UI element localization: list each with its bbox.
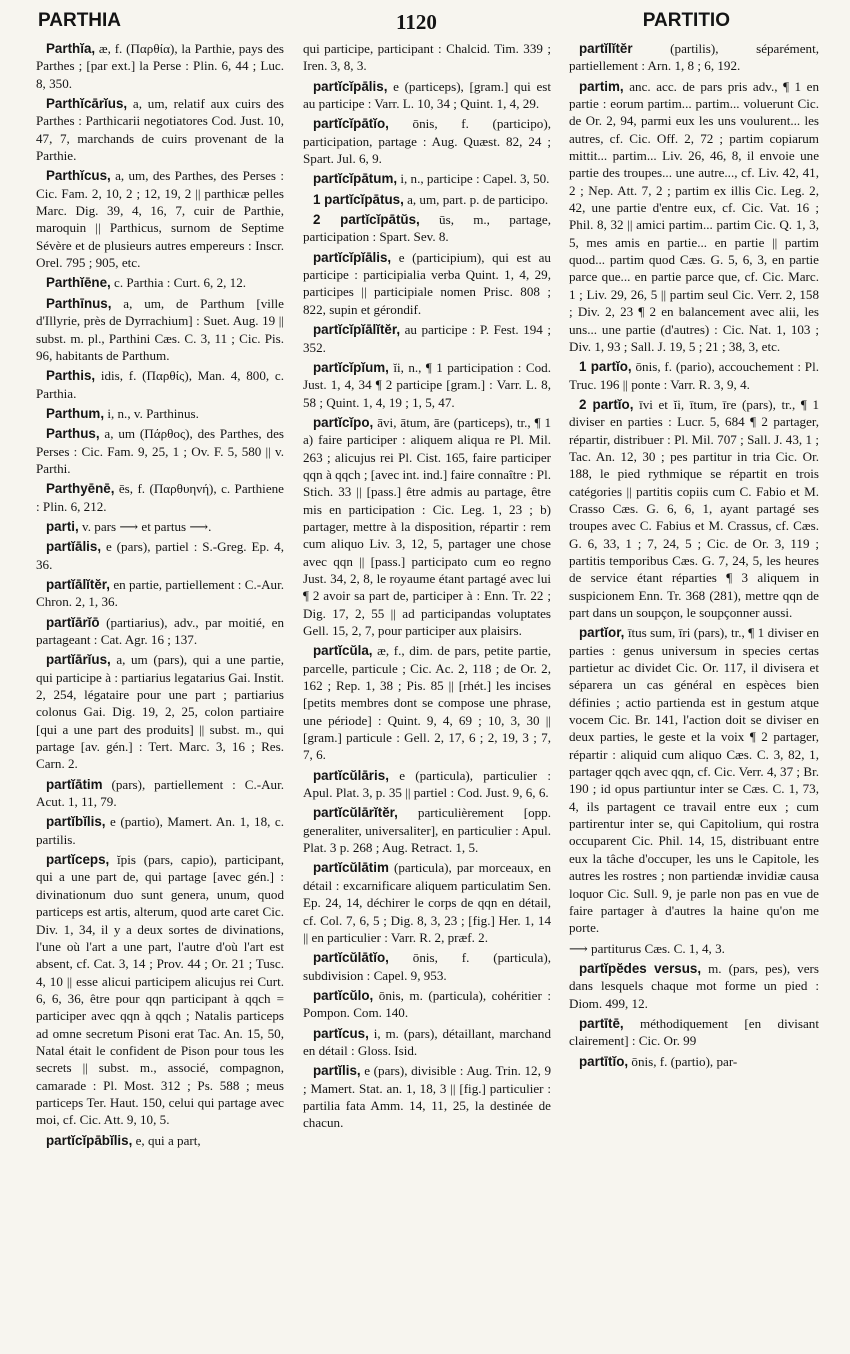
dictionary-entry [569,40,819,75]
entry-definition: qui participe, participant : Chalcid. Tim. 339 ; Iren. 3, 8, 3. [303,41,551,74]
entry-headword: partĭpĕdes versus, [579,960,702,976]
entry-headword: Parthyēnē, [46,481,115,497]
entry-headword: partītĭo, [579,1053,629,1069]
entry-definition: ⟶ partiturus Cæs. C. 1, 4, 3. [569,940,725,956]
entry-definition: æ, f. (Παρθία), la Parthie, pays des Parthes ; [par ext.] la Perse : Plin. 6, 44 ; Luc. 8, 350. [36,41,284,91]
entry-headword: partĭceps, [46,852,110,868]
entry-definition: i, n., participe : Capel. 3, 50. [400,171,550,187]
dictionary-entry [36,40,284,92]
dictionary-entry [303,115,551,167]
dictionary-entry [36,95,284,164]
dictionary-entry [36,538,284,573]
dictionary-entry [303,949,551,984]
entry-headword: partĭcĭpĭālĭtĕr, [313,322,401,338]
entry-headword: partĭātim [46,776,103,792]
dictionary-entry [36,614,284,649]
entry-headword: partim, [579,78,624,94]
column-1 [36,40,284,1352]
entry-definition: e (partio), Mamert. An. 1, 18, c. partilis. [36,814,284,847]
dictionary-entry [569,1015,819,1050]
dictionary-entry [36,480,284,515]
entry-definition: e (particula), particulier : Apul. Plat. 3, p. 35 || partiel : Cod. Just. 9, 6, 6. [303,767,551,801]
dictionary-entry [569,358,819,393]
entry-definition: īvi et ĭi, ītum, īre (pars), tr., ¶ 1 diviser en parties : Lucr. 5, 684 ¶ 2 partager, répartir, distribuer : Pl. Mil. 707 ; Sall. J. 43, 1 ; Tac. An. 12, 30 ; pes partitur in tria Cic. Or. 188, le pied rythmique se répartit en trois catégories || partitis copiis cum C. Fabio et M. Crasso Cæs. G. 6, 6, 1, ayant partagé ses troupes avec C. Fabius et M. Crassus, cf. Cæs. G. 6, 33, 1 ; 7, 24, 5 ; Cic. de Or. 3, 119 ; partitis temporibus Cæs. G. 7, 24, 5, les heures de service étant réparties ¶ 3 aliquem in suspicionem Enn. Tr. 368 (281), mettre qqn de part dans un soupçon, le soupçonner aussi. [569,396,819,620]
dictionary-entry [303,987,551,1022]
entry-headword: Parthĭcārĭus, [46,96,128,112]
entry-definition: e (pars), divisible : Aug. Trin. 12, 9 ; Mamert. Stat. an. 1, 18, 3 || [fig.] particulier : partilia fata Amm. 14, 11, 25, la destinée de chacun. [303,1063,551,1131]
dictionary-entry [303,1062,551,1131]
entry-definition: e (particeps), [gram.] qui est au participe : Varr. L. 10, 34 ; Quint. 1, 4, 29. [303,78,551,112]
dictionary-entry [569,396,819,621]
entry-headword: partĭcĭpātum, [313,171,398,187]
entry-definition: a, um, des Parthes, des Perses : Cic. Fam. 2, 10, 2 ; 12, 19, 2 || parthicæ pelles Marc. Dig. 39, 4, 16, 7, cuir de Parthie, maroquin || Parthicus, surnom de Septime Sévère et de plusieurs autres empereurs : Inscr. Orel. 795 ; 905, etc. [36,168,284,271]
entry-definition: a, um, part. p. de participo. [407,191,549,207]
entry-definition: particulièrement [opp. generaliter, universaliter], en particulier : Apul. Plat. 3 p. 268 ; Aug. Retract. 1, 5. [303,805,551,856]
entry-definition: ōnis, f. (pario), accouchement : Pl. Truc. 196 || ponte : Varr. R. 3, 9, 4. [569,359,819,392]
dictionary-entry [303,859,551,946]
entry-definition: (pars), partiellement : C.-Aur. Acut. 1, 11, 79. [36,776,284,810]
dictionary-entry [36,167,284,271]
entry-definition: ĭpis (pars, capio), participant, qui a une part de, qui partage [avec gén.] : divinationum duo sunt genera, unum, quod particeps est artis, alterum, quod arte caret Cic. Div. 1, 34, il y a deux sortes de divinations, l'une où l'art a une part, l'autre d'où l'art est absent, cf. Cat. 3, 14 ; Prov. 44 ; Or. 21 ; Tusc. 4, 10 || esse alicui participem alicujus rei Curt. 6, 6, 36, être pour qqn participant à qqch = participer avec qqn à qqch ; Natalis particeps ad omne secretum Pisoni erat Tac. An. 15, 50, Natal était le confident de Pison pour tous les secrets || subst. m., associé, compagnon, camarade : Pl. Most. 312 ; Ps. 588 ; meus particeps Ter. Haut. 150, celui qui partage avec moi, cf. Cic. Att. 9, 10, 5. [36,852,284,1128]
entry-definition: āvi, ātum, āre (particeps), tr., ¶ 1 a) faire participer : aliquem aliqua re Pl. Mil. 263 ; alicujus rei Pl. Cist. 165, faire participer qqn à qqch ; [avec int. ind.] faire connaître : Pl. Stich. 33 || [pass.] être admis au partage, être mis en participation : Cic. Leg. 1, 23 ; b) partager, mettre à la disposition, répartir : rem cum aliquo Liv. 3, 12, 5, partager une chose avec qqn || [pass.] participato cum eo regno Just. 34, 2, 8, le royaume étant partagé avec lui ¶ 2 avoir sa part de, participer à : Enn. Tr. 22 ; Dig. 17, 2, 55 || ad participandas voluptates Gell. 15, 2, 7, pour participer aux plaisirs. [303,414,551,638]
entry-definition: e (participium), qui est au participe : participialia verba Quint. 1, 4, 29, participes || participiale nomen Prisc. 808 ; 822, supin et gérondif. [303,249,551,317]
entry-definition: anc. acc. de pars pris adv., ¶ 1 en partie : eorum partim... partim... voluerunt Cic. de Or. 2, 94, parmi eux les uns voulurent... les autres, cf. Cic. Off. 2, 72 ; partim copiarum mittit... partim... Liv. 26, 46, 8, il envoie une partie des troupes... une autre..., cf. Liv. 42, 41, 2 ; Nep. Att. 7, 2 ; partim ex illis Cic. Leg. 2, 42, une partie d'entre eux, cf. Cic. Vat. 16 ; Phil. 8, 32 || amici partim... partim Cic. Q. 1, 3, 5, mes amis en partie... en partie || partim quod... partim quod Cæs. G. 5, 6, 3, en partie parce que... en partie parce que, cf. Cic. Marc. 1 ; Liv. 29, 26, 5 || partim seul Cic. Verr. 2, 158 ; Div. 2, 23 ¶ 2 en balancement avec alii, les uns... une partie (d'autres) : Cic. Nat. 1, 103 ; Div. 1, 93 ; Sall. J. 19, 5 ; 21 ; 38, 3, etc. [569,78,819,354]
dictionary-entry [36,776,284,811]
entry-definition: e, qui a part, [135,1132,201,1148]
entry-definition: ōnis, f. (particula), subdivision : Capel. 9, 953. [303,950,551,983]
entry-definition: a, um (Πάρθος), des Parthes, des Perses : Cic. Fam. 9, 25, 1 ; Ov. F. 5, 580 || v. Parthi. [36,426,284,476]
dictionary-entry [36,518,284,535]
dictionary-entry [303,191,551,208]
entry-definition: ōnis, f. (partio), par- [631,1053,738,1069]
entry-definition: m. (pars, pes), vers dans lesquels chaque mot forme un pied : Diom. 499, 12. [569,960,819,1011]
entry-definition: v. pars ⟶ et partus ⟶. [82,518,212,534]
entry-headword: partĭārĭus, [46,652,111,668]
entry-definition: ĭi, n., ¶ 1 participation : Cod. Just. 1, 4, 34 ¶ 2 participe [gram.] : Varr. L. 8, 58 ; Quint. 1, 4, 19 ; 1, 5, 47. [303,359,551,410]
entry-headword: partĭcŭlo, [313,987,374,1003]
entry-headword: Parthum, [46,405,105,421]
entry-definition: a, um, relatif aux cuirs des Parthes : Parthicarii negotiatores Cod. Just. 10, 47, 7, marchands de cuirs provenant de la Parthie. [36,96,284,164]
dictionary-entry [36,576,284,611]
entry-headword: partĭcĭpātĭo, [313,116,389,132]
dictionary-entry [303,249,551,318]
page-number: 1120 [396,10,437,34]
entry-headword: Parthis, [46,368,96,384]
entry-headword: 2 partĭo, [579,396,634,412]
entry-headword: Parthus, [46,426,100,442]
entry-definition: i, n., v. Parthinus. [107,405,199,421]
entry-headword: partĭbĭlis, [46,814,106,830]
dictionary-entry [303,767,551,802]
entry-definition: en partie, partiellement : C.-Aur. Chron. 2, 1, 36. [36,576,284,610]
entry-definition: ītus sum, īri (pars), tr., ¶ 1 diviser en parties : genus universum in species certas partietur ac dividet Cic. Or. 117, il divisera et séparera un cas général en espèces bien définies ; actio partienda est in gestum atque vocem Cic. Br. 141, l'action doit se diviser en deux parties, le geste et la voix ¶ 2 partager, répartir : aliquid cum aliquo Cæs. C. 3, 82, 1, partager qqch avec qqn, cf. Cic. Verr. 4, 37 ; Br. 190 ; id opus partiuntur inter se Cæs. C. 1, 73, 4, ils partagent ce travail entre eux ; cum partirentur inter se, qui Capitolium, qui rostra occuparent Cic. Phil. 14, 15, distribuant entre eux la tâche d'occuper, les uns le Capitole, les autres les rostres ; non partiendæ invidiæ causa loquor Cic. Sull. 9, je parle non pas en vue de faire partager à d'autres la haine qu'on me porte. [569,625,819,936]
entry-definition: e (pars), partiel : S.-Greg. Ep. 4, 36. [36,539,284,572]
dictionary-entry [36,651,284,772]
entry-definition: (particula), par morceaux, en détail : excarnificare aliquem particulatim Sen. Ep. 24, 14, déchirer le corps de qqn en détail, cf. Col. 7, 6, 5 ; Dig. 8, 3, 23 ; [fig.] Her. 1, 14 || en particulier : Varr. R. 2, præf. 2. [303,860,551,945]
entry-headword: partĭcus, [313,1025,369,1041]
header-right-guideword: PARTITIO [642,10,730,31]
entry-definition: au participe : P. Fest. 194 ; 352. [303,322,551,355]
entry-definition: ēs, f. (Παρθυηνή), c. Parthiene : Plin. 6, 212. [36,481,284,514]
entry-headword: partĭcŭlārĭtĕr, [313,805,398,821]
entry-headword: Parthĭa, [46,41,96,56]
entry-definition: i, m. (pars), détaillant, marchand en détail : Gloss. Isid. [303,1025,551,1058]
entry-definition: a, um, de Parthum [ville d'Illyrie, près de Dyrrachium] : Suet. Aug. 19 || subst. m. pl., Parthini Cæs. C. 3, 11 ; Cic. Pis. 96, habitants de Parthum. [36,295,284,363]
dictionary-entry [569,624,819,936]
entry-headword: Parthĭcus, [46,168,111,184]
header-left-guideword: PARTHIA [38,10,122,31]
entry-headword: partĭcŭla, [313,643,373,659]
dictionary-entry [303,414,551,639]
dictionary-entry [36,405,284,422]
dictionary-entry [36,274,284,291]
entry-headword: Parthĭēne, [46,275,111,291]
entry-headword: 1 partĭcĭpātus, [313,191,404,207]
dictionary-entry [36,851,284,1129]
dictionary-entry [36,813,284,848]
entry-headword: partĭcĭpĭum, [313,359,389,375]
page-header [0,6,850,38]
column-2 [303,40,551,1352]
entry-headword: partĭārĭō [46,614,100,630]
entry-headword: partĭcĭpĭālis, [313,249,392,265]
entry-headword: Parthīnus, [46,295,112,311]
dictionary-entry [303,1025,551,1060]
entry-headword: partĭlis, [313,1063,361,1079]
entry-headword: partĭcĭpālis, [313,78,388,94]
dictionary-entry [36,295,284,364]
dictionary-entry [303,40,551,75]
entry-definition: idis, f. (Παρθίς), Man. 4, 800, c. Parthia. [36,368,284,401]
dictionary-entry [569,1053,819,1070]
entry-definition: ōnis, m. (particula), cohéritier : Pompon. Com. 140. [303,987,551,1021]
entry-headword: partĭcŭlātĭo, [313,950,389,966]
dictionary-entry [303,804,551,856]
entry-definition: ōnis, f. (participo), participation, partage : Aug. Quæst. 82, 24 ; Spart. Jul. 6, 9. [303,116,551,167]
entry-headword: 1 partĭo, [579,359,632,375]
dictionary-entry [569,940,819,957]
dictionary-entry [569,960,819,1012]
entry-definition: æ, f., dim. de pars, petite partie, parcelle, particule ; Cic. Ac. 2, 118 ; de Or. 2, 162 ; Rep. 1, 38 ; Pis. 85 || [rhét.] les incises [petits membres dont se compose une phrase, une période] : Quint. 9, 4, 69 ; 10, 3, 30 || [gram.] particule : Gell. 2, 17, 6 ; 2, 19, 3 ; 7, 7, 6. [303,643,551,763]
entry-headword: parti, [46,518,79,534]
entry-headword: partītē, [579,1015,624,1031]
entry-headword: partĭlĭtĕr [579,41,633,56]
entry-headword: partĭcĭpābĭlis, [46,1132,133,1148]
entry-headword: partĭālis, [46,539,102,555]
dictionary-entry [303,211,551,246]
dictionary-entry [36,367,284,402]
dictionary-entry [303,359,551,411]
dictionary-entry [569,78,819,356]
entry-headword: partĭcŭlātim [313,860,389,876]
column-3 [569,40,819,1352]
entry-headword: partĭor, [579,625,625,641]
dictionary-entry [36,425,284,477]
dictionary-entry [36,1132,284,1149]
dictionary-entry [303,170,551,187]
entry-definition: ūs, m., partage, participation : Spart. Sev. 8. [303,212,551,245]
dictionary-entry [303,321,551,356]
entry-definition: méthodiquement [en divisant clairement] : Cic. Or. 99 [569,1015,819,1049]
dictionary-entry [303,642,551,763]
entry-definition: (partilis), séparément, partiellement : Arn. 1, 8 ; 6, 192. [569,41,819,74]
entry-definition: (partiarius), adv., par moitié, en partageant : Cat. Agr. 16 ; 137. [36,614,284,647]
entry-headword: partĭcŭlāris, [313,767,389,783]
entry-headword: 2 partĭcĭpātŭs, [313,212,420,228]
dictionary-entry [303,78,551,113]
entry-headword: partĭālĭtĕr, [46,576,111,592]
entry-definition: c. Parthia : Curt. 6, 2, 12. [114,275,247,291]
entry-definition: a, um (pars), qui a une partie, qui participe à : partiarius legatarius Gai. Instit. 2, 254, légataire pour une part ; partiarius colonus Gai. Dig. 19, 2, 25, colon partiaire [qui a une part des produits] || subst. m., qui partage [av. gén.] : Tert. Marc. 3, 16 ; Res. Carn. 2. [36,652,284,772]
entry-headword: partĭcĭpo, [313,414,374,430]
